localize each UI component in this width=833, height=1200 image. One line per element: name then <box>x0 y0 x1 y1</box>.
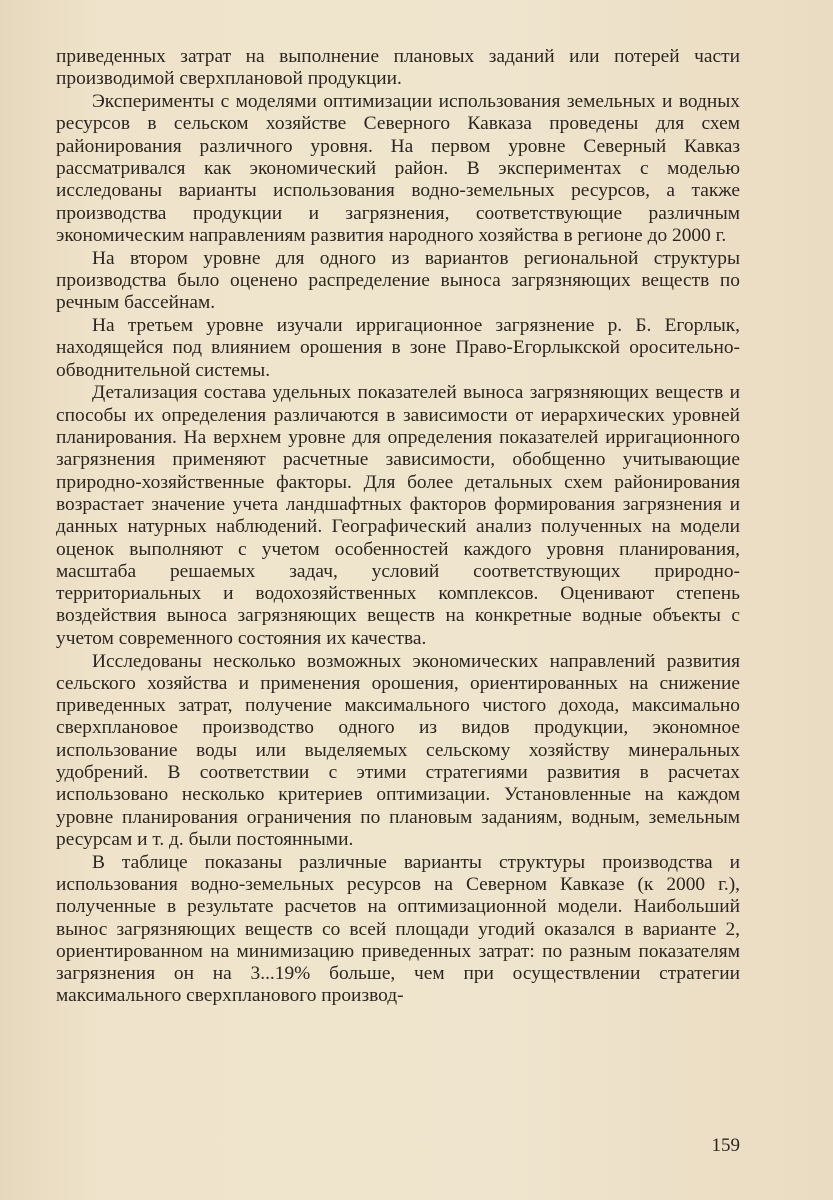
body-text <box>56 46 740 1008</box>
paragraph: Детализация состава удельных показателей выноса загрязняющих веществ и способы их определения различаются в зависимости от иерархических уровней планирования. На верхнем уровне для определения показателей ирригационного загрязнения применяют расчетные зависимости, обобщенно учитывающие природно-хозяйственные факторы. Для более детальных схем районирования возрастает значение учета ландшафтных факторов формирования загрязнения и данных натурных наблюдений. Географический анализ полученных на модели оценок выполняют с учетом особенностей каждого уровня планирования, масштаба решаемых задач, условий соответствующих природно-территориальных и водохозяйственных комплексов. Оценивают степень воздействия выноса загрязняющих веществ на конкретные водные объекты с учетом современного состояния их качества. <box>56 382 740 649</box>
paragraph: На третьем уровне изучали ирригационное загрязнение р. Б. Егорлык, находящейся под влиянием орошения в зоне Право-Егорлыкской оросительно-обводнительной системы. <box>56 315 740 381</box>
paragraph: На втором уровне для одного из вариантов региональной структуры производства было оценено распределение выноса загрязняющих веществ по речным бассейнам. <box>56 247 740 314</box>
page-number: 159 <box>711 1135 740 1156</box>
paragraph: В таблице показаны различные варианты структуры производства и использования водно-земельных ресурсов на Северном Кавказе (к 2000 г.), полученные в результате расчетов на оптимизационной модели. Наибольший вынос загрязняющих веществ со всей площади угодий оказался в варианте 2, ориентированном на минимизацию приведенных затрат: по разным показателям загрязнения он на 3...19% больше, чем при осуществлении стратегии максимального сверхпланового производ- <box>56 851 740 1007</box>
paragraph: Эксперименты с моделями оптимизации использования земельных и водных ресурсов в сельском хозяйстве Северного Кавказа проведены для схем районирования различного уровня. На первом уровне Северный Кавказ рассматривался как экономический район. В экспериментах с моделью исследованы варианты использования водно-земельных ресурсов, а также производства продукции и загрязнения, соответствующие различным экономическим направлениям развития народного хозяйства в регионе до 2000 г. <box>56 91 740 246</box>
paragraph: Исследованы несколько возможных экономических направлений развития сельского хозяйства и применения орошения, ориентированных на снижение приведенных затрат, получение максимального чистого дохода, максимально сверхплановое производство одного из видов продукции, экономное использование воды или выделяемых сельскому хозяйству минеральных удобрений. В соответствии с этими стратегиями развития в расчетах использовано несколько критериев оптимизации. Установленные на каждом уровне планирования ограничения по плановым заданиям, водным, земельным ресурсам и т. д. были постоянными. <box>56 650 740 850</box>
paragraph-continuation: приведенных затрат на выполнение плановых заданий или потерей части производимой сверхплановой продукции. <box>56 46 740 90</box>
